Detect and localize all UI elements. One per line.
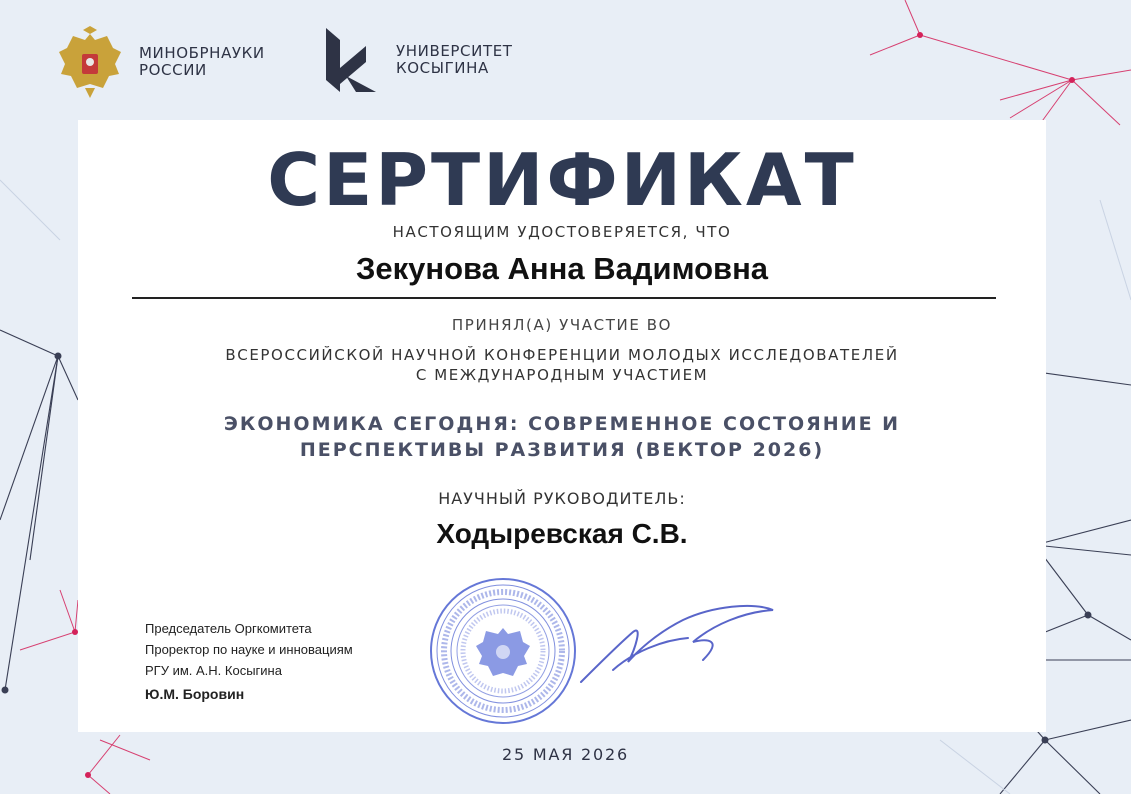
official-seal (428, 576, 578, 726)
signatory-organization: РГУ им. А.Н. Косыгина (145, 663, 282, 678)
certificate-card (78, 120, 1046, 732)
certify-text: НАСТОЯЩИМ УДОСТОВЕРЯЕТСЯ, ЧТО (392, 223, 732, 241)
signatory-title: Проректор по науке и инновациям (145, 642, 353, 657)
conference-name: ВСЕРОССИЙСКОЙ НАУЧНОЙ КОНФЕРЕНЦИИ МОЛОДЫХ ИССЛЕДОВАТЕЛЕЙ С МЕЖДУНАРОДНЫМ УЧАСТИЕМ (225, 346, 899, 384)
signatory-block (145, 618, 353, 705)
conference-topic: ЭКОНОМИКА СЕГОДНЯ: СОВРЕМЕННОЕ СОСТОЯНИЕ И ПЕРСПЕКТИВЫ РАЗВИТИЯ (ВЕКТОР 2026) (223, 413, 901, 461)
supervisor-label: НАУЧНЫЙ РУКОВОДИТЕЛЬ: (438, 489, 686, 508)
ministry-logo (55, 26, 265, 98)
coat-of-arms-icon (55, 26, 125, 98)
university-logo (326, 28, 513, 92)
certificate-title: СЕРТИФИКАТ (267, 138, 857, 222)
signatory-name: Ю.М. Боровин (145, 686, 245, 702)
participation-text: ПРИНЯЛ(А) УЧАСТИЕ ВО (451, 316, 673, 334)
issue-date: 25 МАЯ 2026 (502, 745, 629, 764)
ministry-logo-text: МИНОБРНАУКИ РОССИИ (139, 44, 265, 79)
university-logo-text: УНИВЕРСИТЕТ КОСЫГИНА (396, 42, 513, 77)
recipient-name: Зекунова Анна Вадимовна (355, 251, 769, 286)
signatory-position: Председатель Оргкомитета (145, 621, 312, 636)
handwritten-signature (573, 590, 783, 690)
name-underline (132, 297, 996, 299)
supervisor-name: Ходыревская С.В. (436, 518, 688, 549)
university-k-logo-icon (326, 28, 380, 92)
